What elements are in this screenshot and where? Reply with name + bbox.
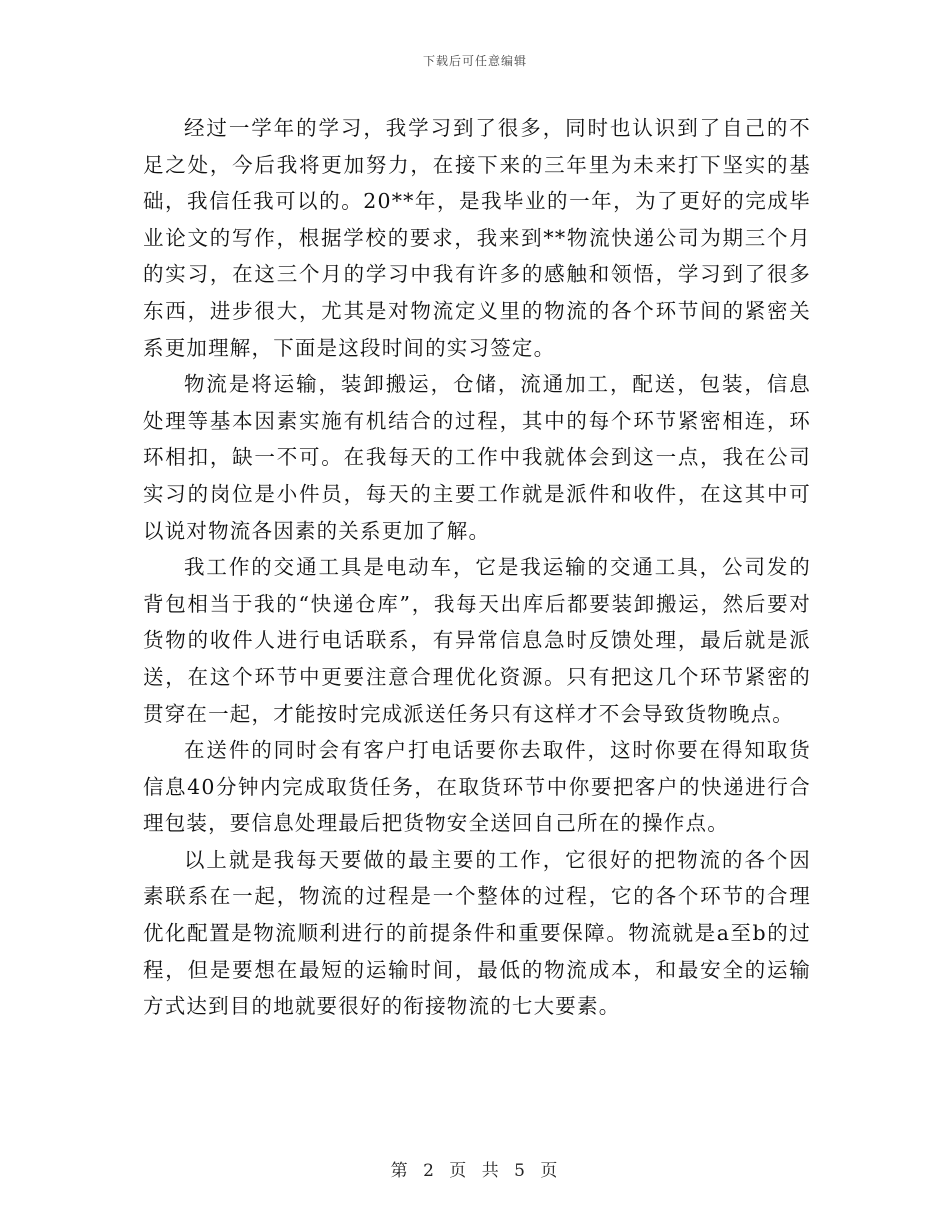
paragraph-5: 以上就是我每天要做的最主要的工作，它很好的把物流的各个因素联系在一起，物流的过程是一个整体的过程，它的各个环节的合理优化配置是物流顺利进行的前提条件和重要保障。物流就是a至b的过程，但是要想在最短的运输时间，最低的物流成本，和最安全的运输方式达到目的地就要很好的衔接物流的七大要素。 bbox=[143, 847, 811, 1019]
page-header-note: 下载后可任意编辑 bbox=[422, 54, 527, 68]
page-number: 第 2 页 共 5 页 bbox=[390, 1161, 560, 1181]
document-body bbox=[143, 110, 811, 1025]
paragraph-1: 经过一学年的学习，我学习到了很多，同时也认识到了自己的不足之处，今后我将更加努力，在接下来的三年里为未来打下坚实的基础，我信任我可以的。20**年，是我毕业的一年，为了更好的完成毕业论文的写作，根据学校的要求，我来到**物流快递公司为期三个月的实习，在这三个月的学习中我有许多的感触和领悟，学习到了很多东西，进步很大，尤其是对物流定义里的物流的各个环节间的紧密关系更加理解，下面是这段时间的实习签定。 bbox=[143, 116, 811, 360]
paragraph-3: 我工作的交通工具是电动车，它是我运输的交通工具，公司发的背包相当于我的“快递仓库”，我每天出库后都要装卸搬运，然后要对货物的收件人进行电话联系，有异常信息急时反馈处理，最后就是派送，在这个环节中更要注意合理优化资源。只有把这几个环节紧密的贯穿在一起，才能按时完成派送任务只有这样才不会导致货物晚点。 bbox=[143, 555, 811, 726]
paragraph-4: 在送件的同时会有客户打电话要你去取件，这时你要在得知取货信息40分钟内完成取货任务，在取货环节中你要把客户的快递进行合理包装，要信息处理最后把货物安全送回自己所在的操作点。 bbox=[143, 738, 811, 836]
paragraph-2: 物流是将运输，装卸搬运，仓储，流通加工，配送，包装，信息处理等基本因素实施有机结合的过程，其中的每个环节紧密相连，环环相扣，缺一不可。在我每天的工作中我就体会到这一点，我在公司实习的岗位是小件员，每天的主要工作就是派件和收件，在这其中可以说对物流各因素的关系更加了解。 bbox=[143, 372, 811, 543]
